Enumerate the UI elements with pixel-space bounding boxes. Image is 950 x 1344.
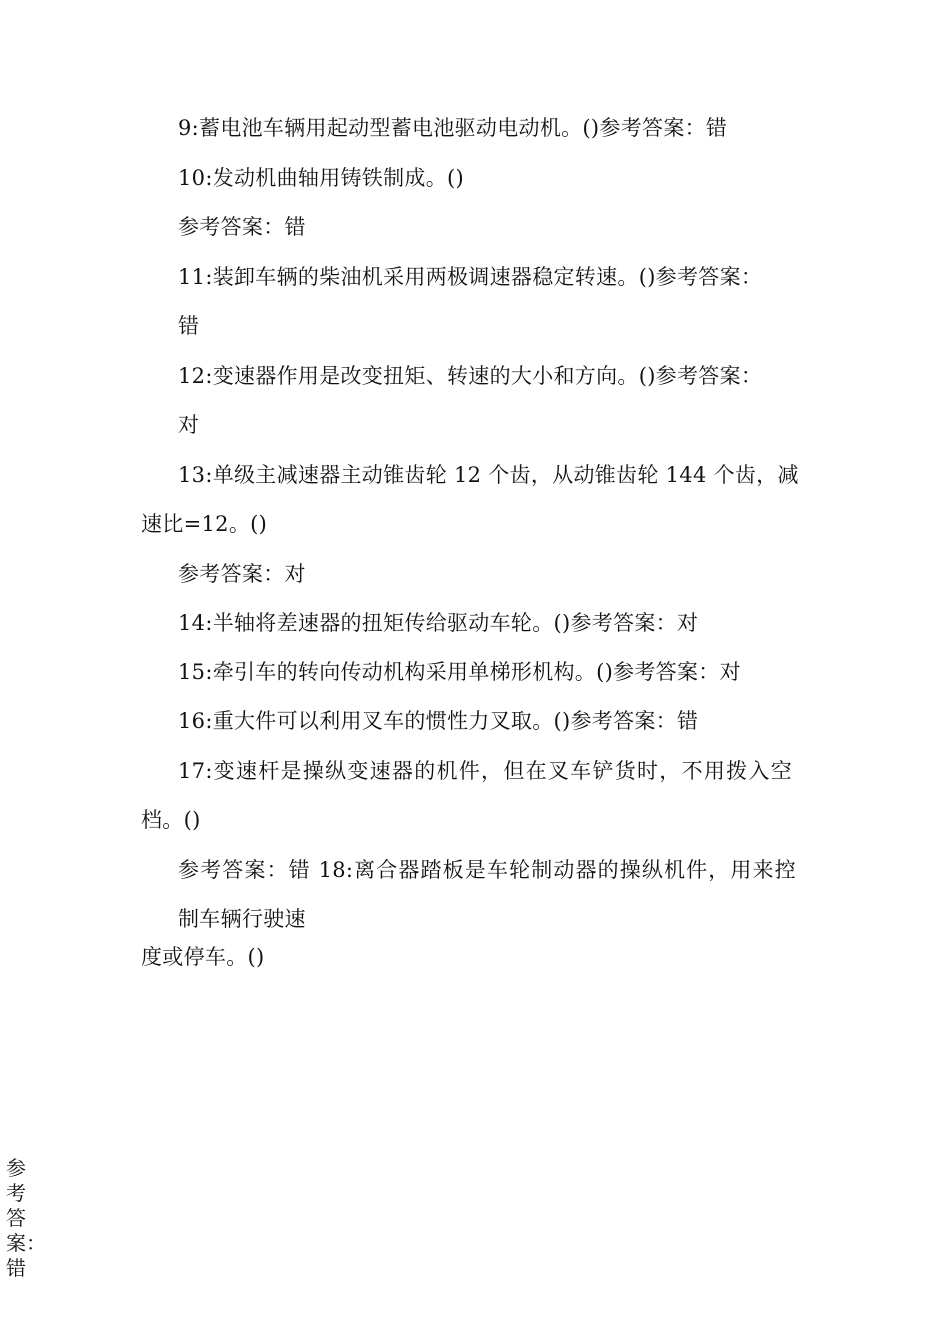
question-11: 11:装卸车辆的柴油机采用两极调速器稳定转速。()参考答案： (178, 265, 763, 289)
question-16: 16:重大件可以利用叉车的惯性力叉取。()参考答案：错 (178, 709, 699, 733)
question-10: 10:发动机曲轴用铸铁制成。() (178, 166, 464, 190)
vertical-char: 考 (6, 1181, 26, 1205)
question-13-line-1: 13:单级主减速器主动锥齿轮 12 个齿，从动锥齿轮 144 个齿，减 (178, 463, 799, 487)
question-9: 9:蓄电池车辆用起动型蓄电池驱动电动机。()参考答案：错 (178, 116, 728, 140)
question-18-line-3: 度或停车。() (141, 945, 265, 969)
question-12: 12:变速器作用是改变扭矩、转速的大小和方向。()参考答案： (178, 364, 763, 388)
answer-12: 对 (178, 413, 200, 437)
answer-10: 参考答案：错 (178, 215, 306, 239)
question-18-line-2: 制车辆行驶速 (178, 907, 306, 931)
answer-11: 错 (178, 314, 200, 338)
question-17-line-2: 档。() (141, 808, 201, 832)
question-14: 14:半轴将差速器的扭矩传给驱动车轮。()参考答案：对 (178, 611, 699, 635)
vertical-char: 答 (6, 1206, 26, 1230)
vertical-char: 参 (6, 1156, 26, 1180)
answer-13: 参考答案：对 (178, 562, 306, 586)
vertical-char: 错 (6, 1256, 26, 1280)
question-17-line-1: 17:变速杆是操纵变速器的机件，但在叉车铲货时，不用拨入空 (178, 759, 792, 783)
question-13-line-2: 速比=12。() (141, 512, 268, 536)
answer-17-question-18: 参考答案：错 18:离合器踏板是车轮制动器的操纵机件，用来控 (178, 858, 796, 882)
vertical-char: 案： (6, 1231, 46, 1255)
question-15: 15:牵引车的转向传动机构采用单梯形机构。()参考答案：对 (178, 660, 741, 684)
answer-18-vertical (6, 1156, 46, 1281)
